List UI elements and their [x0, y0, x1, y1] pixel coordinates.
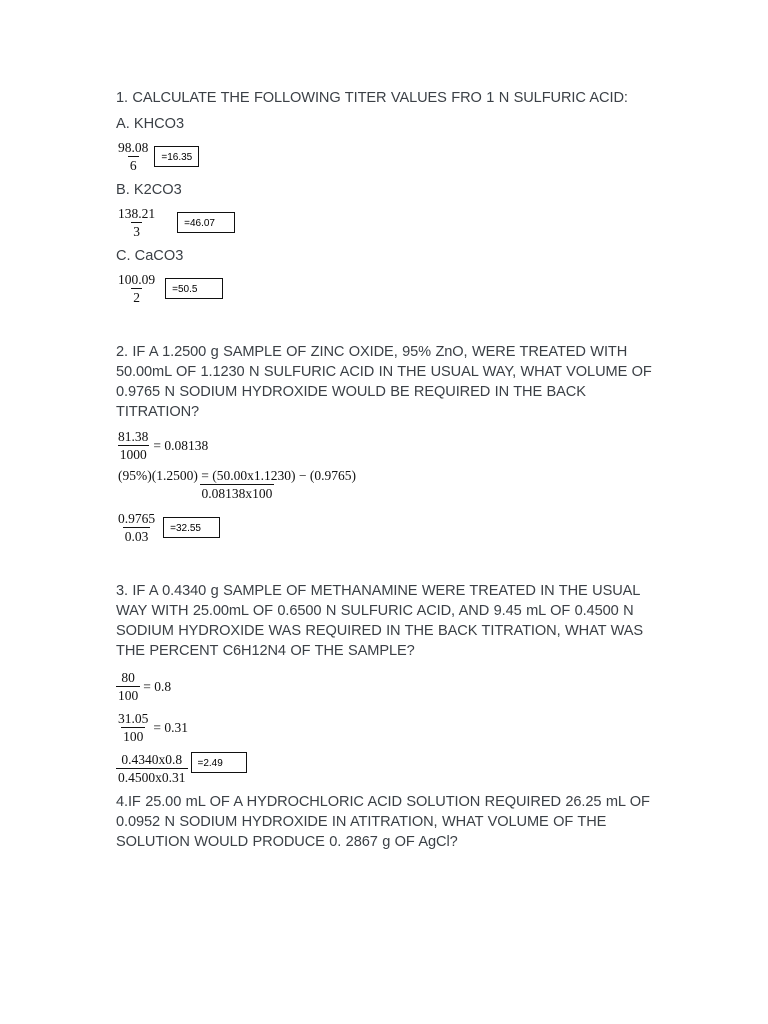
q3-eq2-fraction [116, 710, 150, 745]
q2-eq1-numerator: 81.38 [118, 429, 149, 444]
q4-line-1: 4.IF 25.00 mL OF A HYDROCHLORIC ACID SOLUTION REQUIRED 26.25 mL OF [116, 794, 650, 810]
q1b-numerator: 138.21 [118, 206, 156, 221]
q3-eq2-numerator: 31.05 [118, 711, 149, 726]
question-1-title: 1. CALCULATE THE FOLLOWING TITER VALUES FRO 1 N SULFURIC ACID: [116, 90, 628, 106]
q3-eq3-denominator: 0.4500x0.31 [118, 770, 186, 785]
q1a-denominator: 6 [129, 158, 137, 173]
q1b-denominator: 3 [133, 224, 140, 239]
q1c-fraction [116, 271, 157, 306]
q3-eq3-numerator: 0.4340x0.8 [121, 752, 183, 767]
q3-eq1-result: = 0.8 [143, 678, 172, 694]
q2-answer-box: =32.55 [163, 517, 220, 538]
q1a-answer-box: =16.35 [154, 146, 199, 167]
q4-line-3: SOLUTION WOULD PRODUCE 0. 2867 g OF AgCl? [116, 834, 458, 850]
q3-eq1-numerator: 80 [121, 670, 135, 685]
q2-line-4: TITRATION? [116, 404, 200, 420]
q1-part-b-work [116, 205, 676, 240]
q2-step-3 [116, 510, 676, 545]
q1-part-a-work [116, 139, 676, 174]
q3-eq1-fraction [116, 669, 140, 704]
q2-eq1-result: = 0.08138 [153, 437, 209, 453]
q2-eq2-fraction [116, 467, 358, 502]
q2-eq3-numerator: 0.9765 [118, 511, 156, 526]
q3-line-1: 3. IF A 0.4340 g SAMPLE OF METHANAMINE WERE TREATED IN THE USUAL [116, 583, 641, 599]
document-page [116, 88, 676, 852]
q3-eq1-denominator: 100 [118, 688, 139, 703]
q2-eq3-fraction [116, 510, 157, 545]
q1c-numerator: 100.09 [118, 272, 156, 287]
q1c-denominator: 2 [133, 290, 140, 305]
q3-eq3-fraction [116, 751, 188, 786]
q1c-answer-box: =50.5 [165, 278, 223, 299]
q3-line-2: WAY WITH 25.00mL OF 0.6500 N SULFURIC ACID, AND 9.45 mL OF 0.4500 N [116, 603, 634, 619]
q3-step-3 [116, 751, 676, 786]
q2-line-3: 0.9765 N SODIUM HYDROXIDE WOULD BE REQUIRED IN THE BACK [116, 384, 586, 400]
q1-part-c-work [116, 271, 676, 306]
q3-step-1 [116, 669, 676, 704]
q1b-fraction [116, 205, 157, 240]
q4-line-2: 0.0952 N SODIUM HYDROXIDE IN ATITRATION, WHAT VOLUME OF THE [116, 814, 607, 830]
q3-eq2-result: = 0.31 [153, 719, 188, 735]
q2-step-1 [116, 428, 676, 463]
q3-line-3: SODIUM HYDROXIDE WAS REQUIRED IN THE BACK TITRATION, WHAT WAS [116, 623, 644, 639]
q1-part-b-label: B. K2CO3 [116, 182, 182, 198]
q3-answer-box: =2.49 [191, 752, 247, 773]
q1b-answer-box: =46.07 [177, 212, 235, 233]
q3-line-4: THE PERCENT C6H12N4 OF THE SAMPLE? [116, 643, 415, 659]
question-4-text [116, 792, 676, 852]
q3-eq2-denominator: 100 [123, 729, 144, 744]
q2-eq3-denominator: 0.03 [124, 529, 149, 544]
q1-part-a-label: A. KHCO3 [116, 116, 185, 132]
question-3-text [116, 581, 676, 661]
q2-eq2-denominator: 0.08138x100 [201, 486, 273, 501]
question-2-text [116, 342, 676, 422]
q1a-numerator: 98.08 [118, 140, 149, 155]
q1a-fraction [116, 139, 150, 174]
q3-step-2 [116, 710, 676, 745]
q2-eq2-numerator: (95%)(1.2500) = (50.00x1.1230) − (0.9765) [118, 468, 356, 483]
q2-eq1-denominator: 1000 [119, 447, 147, 462]
q1-part-c-label: C. CaCO3 [116, 248, 184, 264]
q2-eq1-fraction [116, 428, 150, 463]
q2-line-2: 50.00mL OF 1.1230 N SULFURIC ACID IN THE USUAL WAY, WHAT VOLUME OF [116, 364, 652, 380]
q2-step-2 [116, 467, 676, 502]
q2-line-1: 2. IF A 1.2500 g SAMPLE OF ZINC OXIDE, 95% ZnO, WERE TREATED WITH [116, 344, 628, 360]
